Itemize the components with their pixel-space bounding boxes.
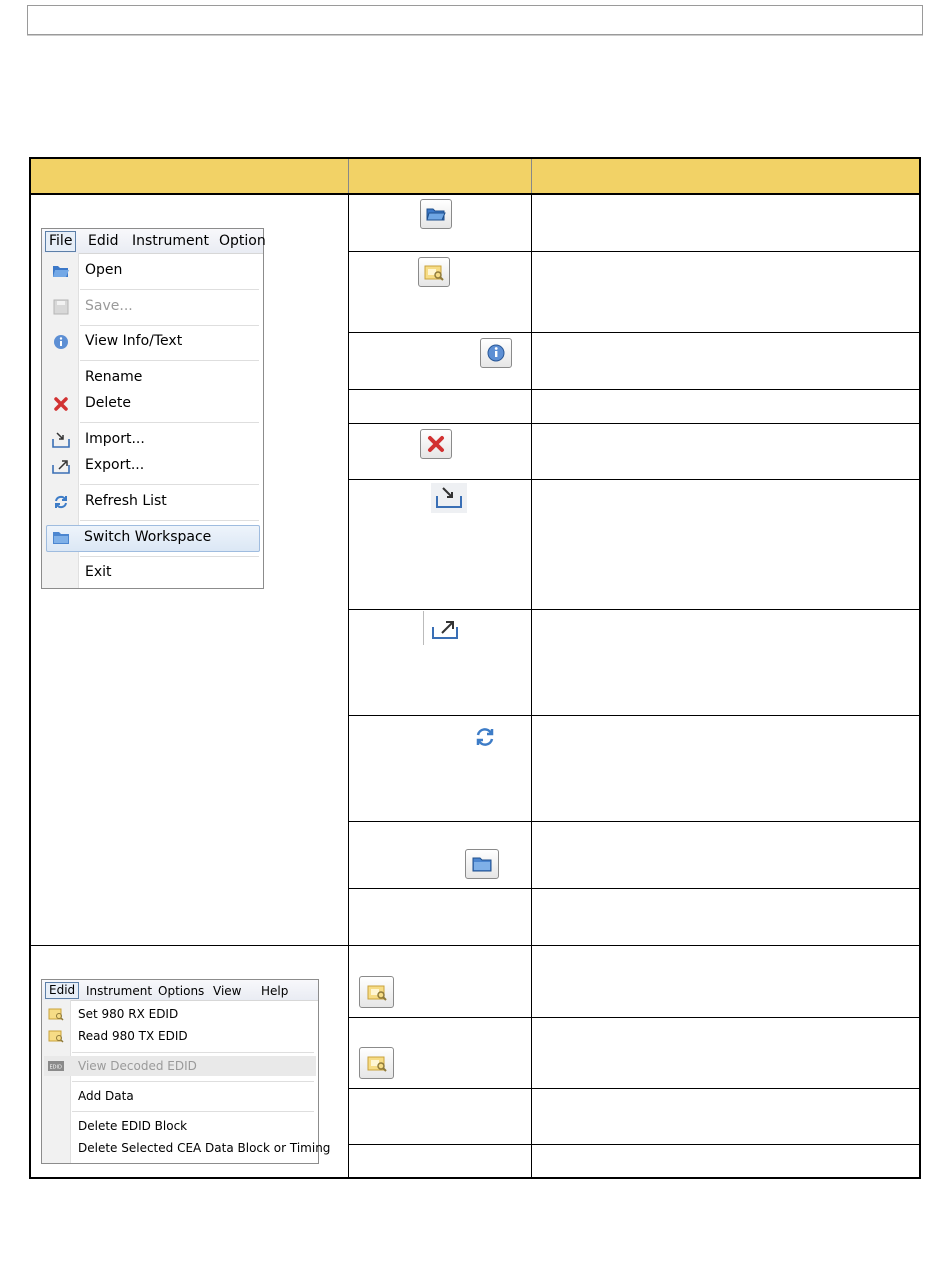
menu-separator — [72, 1052, 314, 1053]
switch-workspace-icon — [465, 849, 499, 879]
table-header-row — [31, 159, 919, 195]
menubar-instrument[interactable]: Instrument — [86, 984, 153, 998]
import-icon — [52, 431, 70, 449]
menu-item-label: Delete — [85, 395, 131, 411]
menu-item-label: Add Data — [78, 1089, 134, 1103]
header-cell-icon — [349, 159, 532, 193]
menu-item-read-tx-edid[interactable] — [44, 1026, 316, 1046]
menu-separator — [80, 484, 259, 485]
menu-separator — [80, 556, 259, 557]
refresh-icon — [52, 493, 70, 511]
menu-item-label: View Decoded EDID — [78, 1059, 197, 1073]
menu-item-import[interactable] — [44, 428, 261, 452]
refresh-icon — [473, 725, 497, 749]
set-rx-edid-icon — [359, 976, 394, 1008]
menu-item-label: Read 980 TX EDID — [78, 1029, 188, 1043]
menu-item-export[interactable] — [44, 454, 261, 478]
menu-bar — [42, 980, 318, 1001]
menu-item-refresh[interactable] — [44, 490, 261, 514]
row-divider — [348, 888, 919, 889]
column-divider — [348, 193, 349, 1177]
menu-item-label: Export... — [85, 457, 145, 473]
folder-icon — [52, 529, 70, 547]
menu-item-label: Rename — [85, 369, 143, 385]
menubar-options[interactable]: Options — [158, 984, 205, 998]
row-divider — [348, 479, 919, 480]
menu-separator — [80, 520, 259, 521]
menu-item-delete-cea-block[interactable] — [44, 1138, 331, 1158]
menu-separator — [72, 1111, 314, 1112]
menu-item-label: Refresh List — [85, 493, 167, 509]
row-divider — [348, 423, 919, 424]
menubar-file[interactable]: File — [45, 231, 76, 252]
row-divider — [348, 332, 919, 333]
row-divider — [348, 821, 919, 822]
import-icon — [431, 483, 467, 513]
menu-item-view-decoded-edid[interactable] — [44, 1056, 316, 1076]
menu-item-switch-workspace[interactable] — [46, 525, 260, 552]
menubar-view[interactable]: View — [213, 984, 242, 998]
menu-item-delete[interactable] — [44, 392, 261, 416]
edid-badge-icon — [48, 1058, 64, 1074]
menu-separator — [72, 1081, 314, 1082]
file-menu-screenshot — [41, 228, 264, 589]
menubar-edid[interactable]: Edid — [45, 982, 79, 999]
menu-item-label: Import... — [85, 431, 145, 447]
menubar-help[interactable]: Help — [261, 984, 289, 998]
edid-menu-screenshot — [41, 979, 331, 1164]
menu-bar — [42, 229, 266, 254]
row-divider — [348, 389, 919, 390]
edid-folder-icon — [48, 1028, 64, 1044]
delete-x-icon — [420, 429, 452, 459]
row-divider — [348, 609, 919, 610]
row-divider — [348, 1144, 919, 1145]
row-divider — [348, 715, 919, 716]
export-icon — [52, 457, 70, 475]
menu-separator — [80, 360, 259, 361]
menu-separator — [80, 289, 259, 290]
menu-reference-table — [29, 157, 921, 1179]
menu-item-view-info[interactable] — [44, 330, 261, 354]
menu-item-label: Exit — [85, 564, 112, 580]
save-icon — [52, 298, 70, 316]
menu-item-set-rx-edid[interactable] — [44, 1004, 316, 1024]
menu-separator — [80, 325, 259, 326]
open-folder-icon — [420, 199, 452, 229]
menu-item-label: Open — [85, 262, 123, 278]
row-divider — [348, 1088, 919, 1089]
read-tx-edid-icon — [359, 1047, 394, 1079]
menu-item-label: View Info/Text — [85, 333, 183, 349]
menu-item-delete-edid-block[interactable] — [44, 1116, 316, 1136]
column-divider — [531, 193, 532, 1177]
menubar-instrument[interactable]: Instrument — [132, 233, 210, 249]
edid-folder-icon — [48, 1006, 64, 1022]
edid-folder-icon — [418, 257, 450, 287]
header-cell-menu — [31, 159, 349, 193]
header-cell-description — [532, 159, 919, 193]
menubar-option[interactable]: Option — [219, 233, 266, 249]
menu-item-label: Set 980 RX EDID — [78, 1007, 179, 1021]
menu-item-label: Save... — [85, 298, 133, 314]
row-divider-section — [31, 945, 919, 946]
menu-item-label: Delete Selected CEA Data Block or Timing — [78, 1141, 331, 1155]
folder-open-icon — [52, 262, 70, 280]
menu-separator — [80, 422, 259, 423]
menu-item-open[interactable] — [44, 259, 261, 283]
menu-item-label: Switch Workspace — [84, 529, 212, 545]
info-icon — [480, 338, 512, 368]
menu-item-save[interactable] — [44, 295, 261, 319]
menu-item-rename[interactable] — [44, 366, 261, 390]
info-icon — [52, 333, 70, 351]
menubar-edid[interactable]: Edid — [88, 233, 119, 249]
svg-text:EDID: EDID — [49, 1064, 62, 1071]
menu-item-exit[interactable] — [44, 561, 261, 585]
page-header-box — [27, 5, 923, 35]
menu-item-add-data[interactable] — [44, 1086, 316, 1106]
menu-item-label: Delete EDID Block — [78, 1119, 188, 1133]
row-divider — [348, 251, 919, 252]
row-divider — [348, 1017, 919, 1018]
delete-x-icon — [52, 395, 70, 413]
export-icon — [423, 611, 466, 645]
